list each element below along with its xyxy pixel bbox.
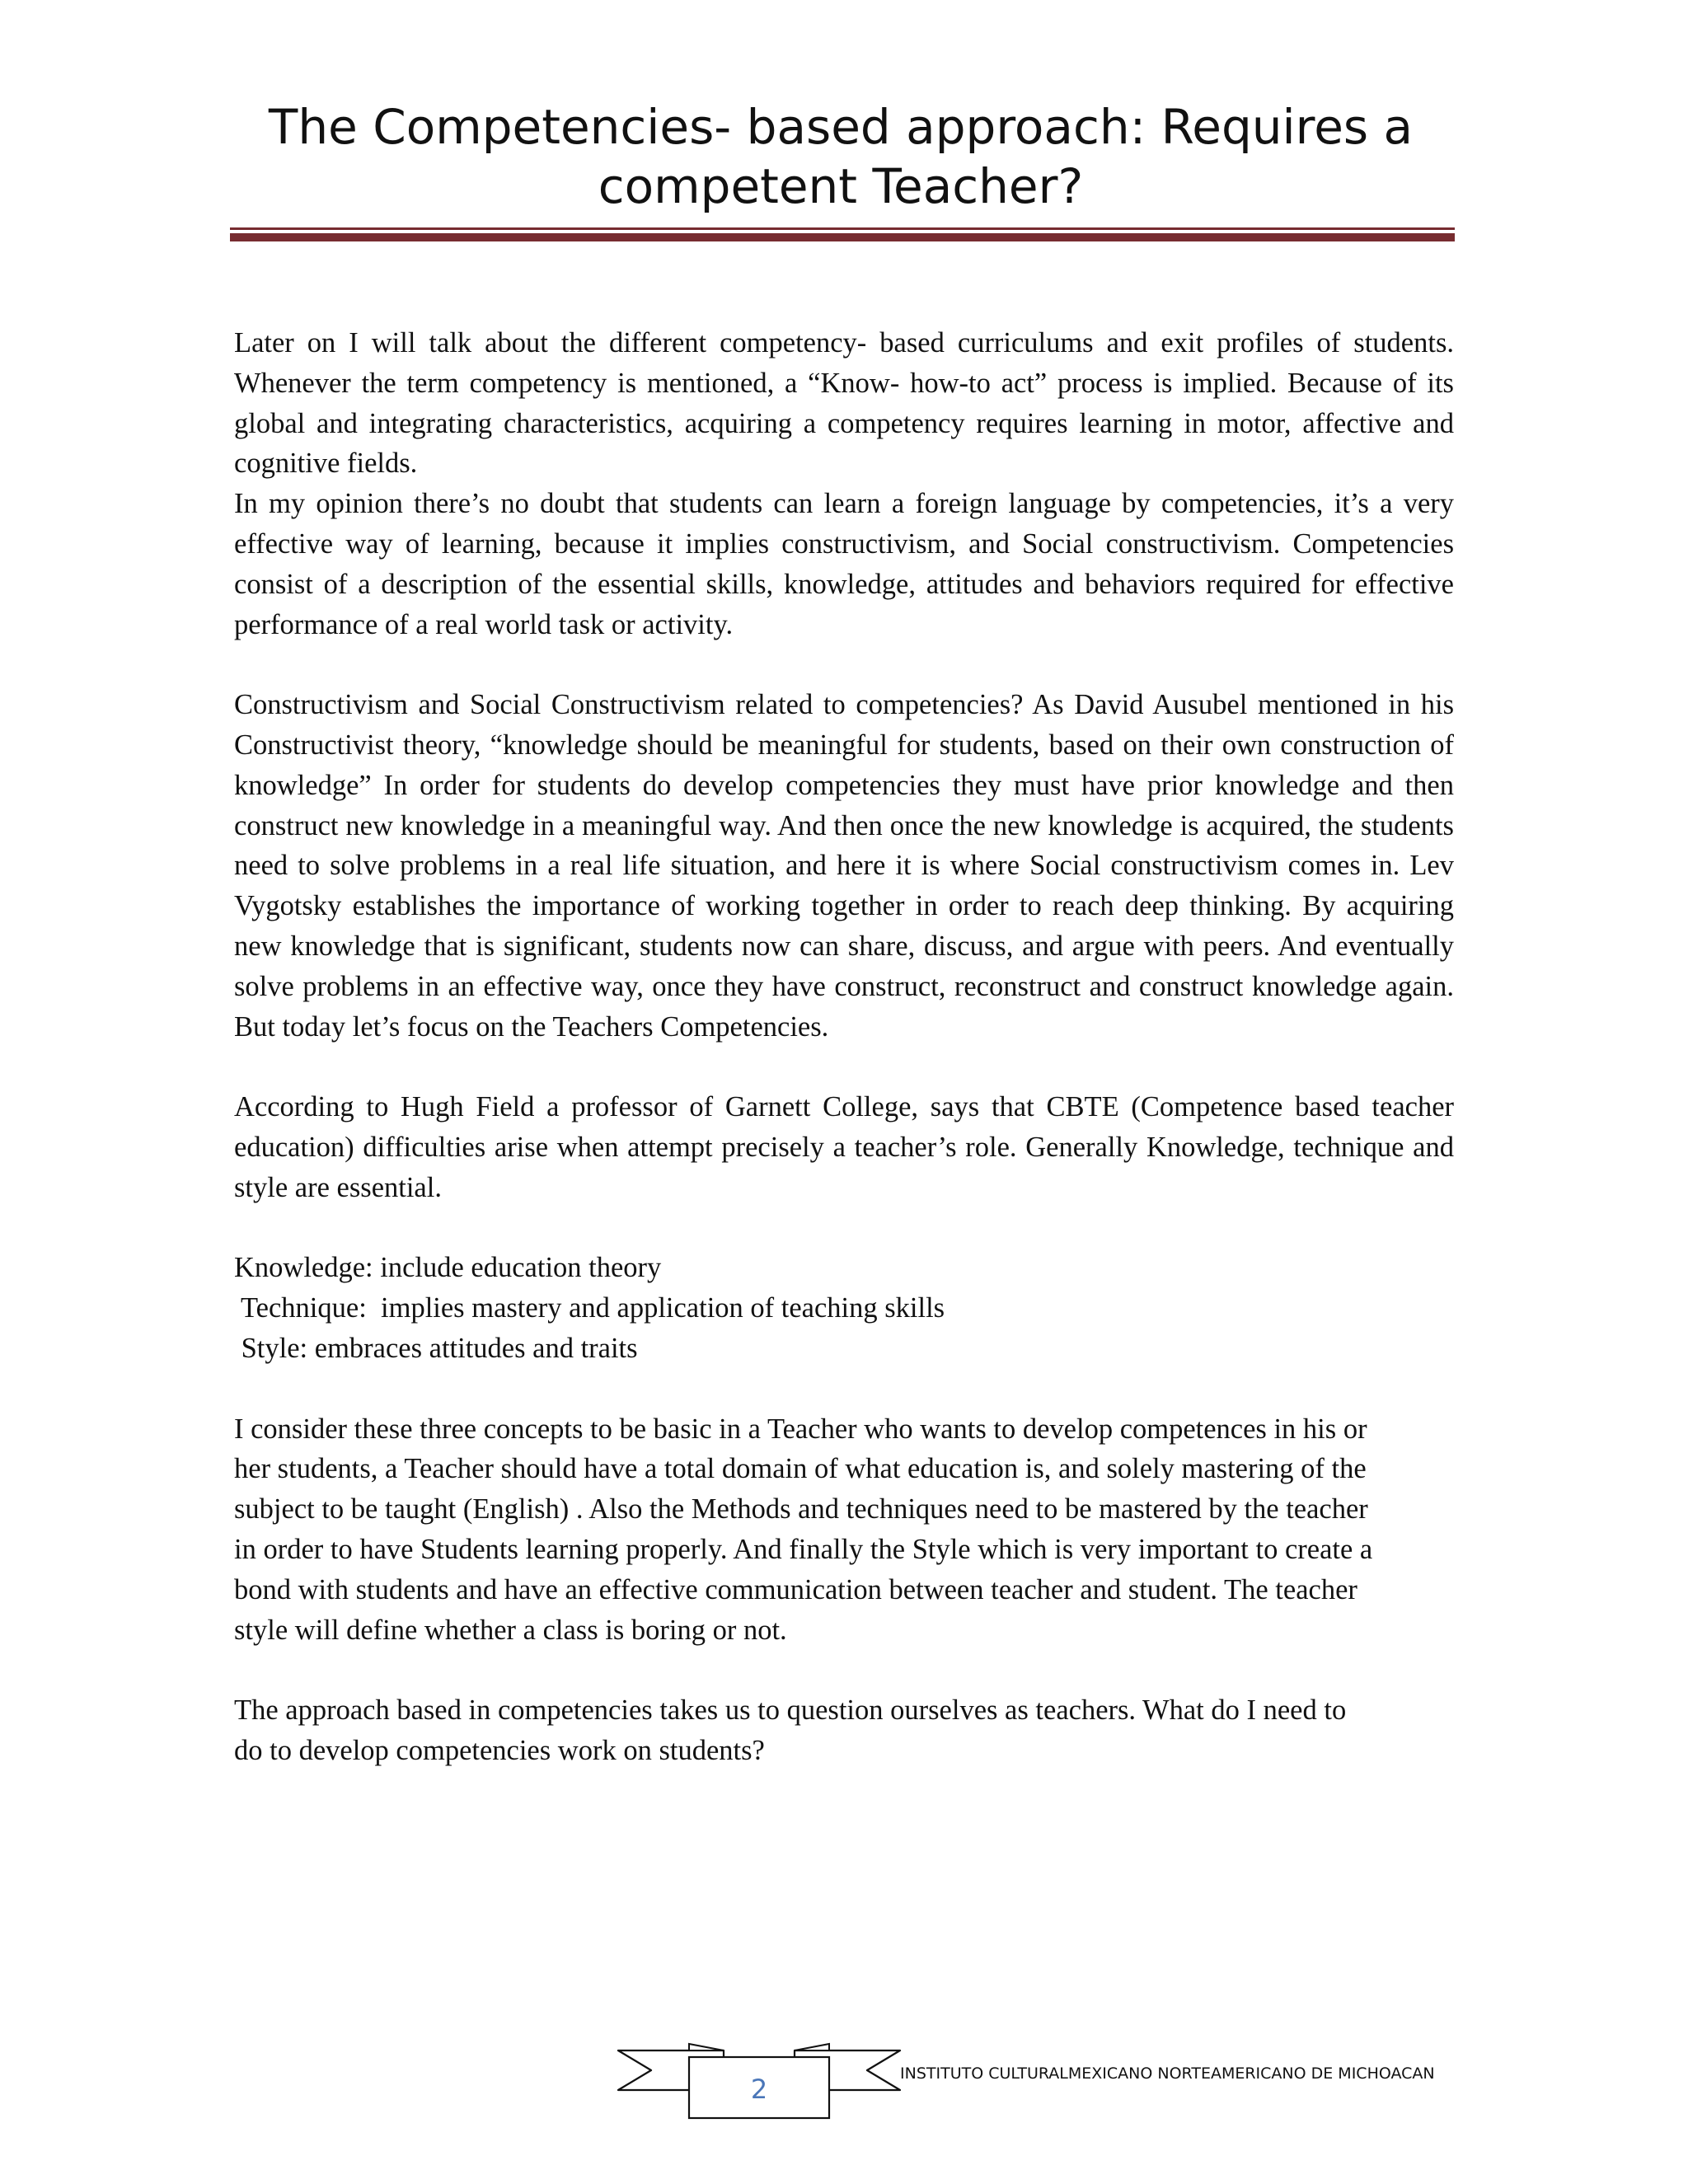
text-line: style will define whether a class is boring or not. <box>234 1614 787 1646</box>
paragraph-intro: Later on I will talk about the different competency- based curriculums and exit profiles of students. Whenever the term competency is mentioned, a “Know- how-to act” process is implied. Because of its global and integrating characteristics, acquiring a competency requires learning in motor, affective and cognitive fields. <box>234 327 1454 480</box>
paragraph-concepts <box>234 1409 1454 1651</box>
text-line: bond with students and have an effective communication between teacher and student. The teacher <box>234 1573 1357 1605</box>
definitions-list <box>234 1248 1454 1368</box>
definition-style: Style: embraces attitudes and traits <box>234 1332 638 1364</box>
page-number: 2 <box>750 2074 768 2105</box>
text-line: subject to be taught (English) . Also the Methods and techniques need to be mastered by the teacher <box>234 1493 1368 1526</box>
paragraph-cbte: According to Hugh Field a professor of Garnett College, says that CBTE (Competence based teacher education) difficulties arise when attempt precisely a teacher’s role. Generally Knowledge, technique and style are essential. <box>234 1091 1454 1203</box>
paragraph-opinion: In my opinion there’s no doubt that students can learn a foreign language by competencies, it’s a very effective way of learning, because it implies constructivism, and Social constructivism. Competencies consist of a description of the essential skills, knowledge, attitudes and behaviors required for effective performance of a real world task or activity. <box>234 488 1454 640</box>
paragraph-constructivism: Constructivism and Social Constructivism related to competencies? As David Ausubel mentioned in his Constructivist theory, “knowledge should be meaningful for students, based on their own construction of knowledge” In order for students do develop competencies they must have prior knowledge and then construct new knowledge in a meaningful way. And then once the new knowledge is acquired, the students need to solve problems in a real life situation, and here it is where Social constructivism comes in. Lev Vygotsky establishes the importance of working together in order to reach deep thinking. By acquiring new knowledge that is significant, students now can share, discuss, and argue with peers. And eventually solve problems in an effective way, once they have construct, reconstruct and construct knowledge again. But today let’s focus on the Teachers Competencies. <box>234 689 1454 1043</box>
ribbon-fold-left-icon <box>689 2044 724 2050</box>
document-body <box>234 323 1454 1811</box>
paragraph-conclusion <box>234 1690 1454 1771</box>
text-line: in order to have Students learning properly. And finally the Style which is very important to create a <box>234 1533 1373 1565</box>
text-line: her students, a Teacher should have a total domain of what education is, and solely mastering of the <box>234 1453 1367 1485</box>
text-line: I consider these three concepts to be basic in a Teacher who wants to develop competences in his or <box>234 1413 1367 1445</box>
page-title: The Competencies- based approach: Requires a competent Teacher? <box>268 99 1414 214</box>
ribbon-fold-right-icon <box>795 2044 829 2050</box>
definition-knowledge: Knowledge: include education theory <box>234 1252 662 1284</box>
definition-technique: Technique: implies mastery and application of teaching skills <box>234 1292 945 1324</box>
title-rule-thin <box>230 227 1455 230</box>
text-line: do to develop competencies work on students? <box>234 1734 765 1766</box>
footer-institution: INSTITUTO CULTURALMEXICANO NORTEAMERICANO DE MICHOACAN <box>900 2064 1435 2083</box>
title-rule-thick <box>230 233 1455 241</box>
page-number-ribbon <box>617 2042 902 2125</box>
text-line: The approach based in competencies takes us to question ourselves as teachers. What do I need to <box>234 1694 1347 1727</box>
